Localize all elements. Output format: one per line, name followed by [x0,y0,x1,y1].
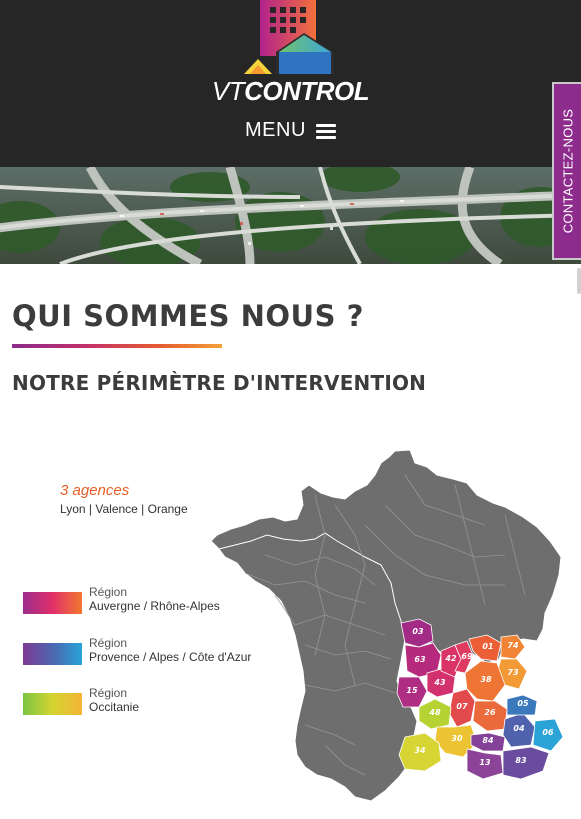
department-label-74: 74 [507,641,519,650]
department-label-03: 03 [412,627,424,636]
brand-suffix: CONTROL [244,76,370,106]
title-underline [12,344,222,348]
department-label-43: 43 [434,678,446,687]
department-label-04: 04 [513,724,525,733]
legend-region-name: Provence / Alpes / Côte d'Azur [89,650,252,664]
brand-logo-text[interactable] [0,76,581,107]
department-label-73: 73 [507,668,519,677]
department-label-83: 83 [515,756,527,765]
department-label-63: 63 [414,655,426,664]
department-label-26: 26 [484,708,496,717]
legend-prefix: Région [89,686,128,700]
legend-swatch [23,693,82,715]
department-label-84: 84 [482,736,494,745]
department-label-30: 30 [451,734,463,743]
department-label-15: 15 [406,686,418,695]
france-map [205,445,581,819]
menu-toggle[interactable] [0,119,581,142]
highlighted-departments [397,619,563,779]
legend-text [89,585,220,613]
contact-us-label: CONTACTEZ-NOUS [560,108,575,234]
agencies-list: Lyon | Valence | Orange [60,502,188,516]
department-label-01: 01 [482,642,494,651]
legend-text [89,686,139,714]
hamburger-icon [316,123,336,139]
department-label-42: 42 [445,654,457,663]
brand-prefix: VT [211,76,245,106]
department-label-38: 38 [480,675,492,684]
legend-prefix: Région [89,585,128,599]
menu-label: MENU [245,119,306,142]
contact-us-tab[interactable] [552,82,581,260]
agencies-count: 3 agences [60,482,130,499]
department-label-69: 69 [461,652,473,661]
department-label-48: 48 [429,708,441,717]
building-logo-icon[interactable] [236,0,346,78]
legend-region-name: Auvergne / Rhône-Alpes [89,599,220,613]
department-label-07: 07 [456,702,468,711]
scrollbar-thumb[interactable] [577,268,581,294]
highway-banner-image [0,167,581,264]
france-outline [211,450,561,801]
department-label-13: 13 [479,758,491,767]
legend-swatch [23,643,82,665]
section-title: NOTRE PÉRIMÈTRE D'INTERVENTION [12,371,427,395]
legend-region-name: Occitanie [89,700,140,714]
legend-swatch [23,592,82,614]
page-title: QUI SOMMES NOUS ? [12,299,364,333]
department-label-05: 05 [517,699,529,708]
site-header [0,0,581,167]
department-label-34: 34 [414,746,426,755]
legend-prefix: Région [89,636,128,650]
department-label-06: 06 [542,728,554,737]
